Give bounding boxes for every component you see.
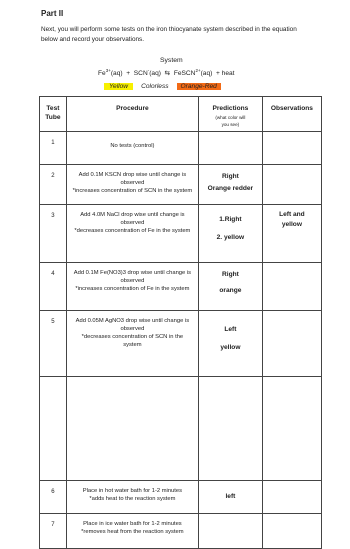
procedure-line: observed	[120, 180, 145, 186]
table-cell-procedure	[66, 204, 199, 263]
prediction-value: Right	[221, 173, 239, 180]
eq-product-charge: 2+	[195, 68, 201, 73]
procedure-line: observed	[120, 220, 145, 226]
table-cell-procedure	[66, 480, 199, 514]
header-predictions-note: you see)	[221, 122, 240, 127]
tube-number: 5	[51, 319, 55, 325]
table-cell-predictions	[198, 204, 263, 263]
header-test-tube-line1: Test	[46, 105, 60, 112]
color-orange-red-tag: Orange-Red	[177, 83, 221, 90]
table-cell-procedure	[66, 310, 199, 377]
table-cell-observations	[262, 262, 322, 311]
table-cell-tube	[39, 262, 67, 311]
eq-product-state: (aq)	[200, 70, 213, 78]
procedure-line: Add 4.0M NaCl drop wise until change is	[80, 212, 185, 218]
table-cell-predictions	[198, 480, 263, 514]
header-observations-label: Observations	[270, 105, 313, 112]
header-procedure	[66, 96, 199, 132]
observation-value: yellow	[281, 221, 302, 228]
prediction-value: yellow	[220, 344, 241, 351]
color-legend	[104, 83, 221, 90]
eq-fe-charge: 3+	[105, 68, 111, 73]
eq-plus: +	[126, 70, 131, 78]
procedure-line: Add 0.1M KSCN drop wise until change is	[78, 172, 187, 178]
table-cell-predictions	[198, 310, 263, 377]
eq-heat: + heat	[215, 70, 235, 78]
procedure-line: No tests (control)	[110, 143, 155, 149]
eq-scn-state: (aq)	[149, 70, 161, 78]
prediction-value: 2. yellow	[216, 234, 245, 241]
prediction-value: 1.Right	[219, 216, 242, 223]
observation-value: Left and	[279, 211, 305, 218]
procedure-line: Add 0.1M Fe(NO3)3 drop wise until change is	[73, 270, 192, 276]
table-cell-procedure	[66, 513, 199, 549]
procedure-line: Place in hot water bath for 1-2 minutes	[82, 488, 183, 494]
tube-number: 6	[51, 489, 55, 495]
table-cell-observations	[262, 310, 322, 377]
table-cell-procedure	[66, 262, 199, 311]
header-test-tube	[39, 96, 67, 132]
prediction-value: Left	[224, 326, 237, 333]
header-test-tube-line2: Tube	[45, 114, 61, 121]
table-cell-predictions	[198, 376, 263, 481]
table-cell-tube	[39, 204, 67, 263]
table-cell-procedure	[66, 164, 199, 205]
header-predictions-label: Predictions	[212, 105, 249, 112]
tube-number: 2	[51, 173, 55, 179]
table-cell-predictions	[198, 262, 263, 311]
table-cell-predictions	[198, 164, 263, 205]
eq-product: FeSCN	[173, 70, 196, 78]
eq-scn-charge: -	[147, 68, 150, 73]
part-title: Part II	[41, 9, 64, 18]
table-cell-predictions	[198, 513, 263, 549]
procedure-line: observed	[120, 326, 145, 332]
prediction-value: orange	[219, 287, 242, 294]
tube-number: 4	[51, 271, 55, 277]
table-cell-procedure	[66, 131, 199, 165]
procedure-line: *decreases concentration of Fe in the system	[74, 228, 191, 234]
color-yellow-tag: Yellow	[104, 83, 133, 90]
table-cell-observations	[262, 204, 322, 263]
tube-number: 7	[51, 522, 55, 528]
header-observations	[262, 96, 322, 132]
table-cell-tube	[39, 310, 67, 377]
header-predictions-note: (what color will	[215, 115, 246, 120]
procedure-line: observed	[120, 278, 145, 284]
table-cell-observations	[262, 513, 322, 549]
table-cell-tube	[39, 376, 67, 481]
prediction-value: Right	[221, 271, 239, 278]
eq-scn: SCN	[133, 70, 148, 78]
table-cell-tube	[39, 164, 67, 205]
tube-number: 3	[51, 213, 55, 219]
procedure-line: *adds heat to the reaction system	[89, 496, 176, 502]
header-procedure-label: Procedure	[116, 105, 149, 112]
equilibrium-arrow-icon: ⇆	[164, 70, 171, 78]
procedure-line: *removes heat from the reaction system	[81, 529, 184, 535]
table-cell-observations	[262, 164, 322, 205]
system-title: System	[160, 57, 183, 64]
table-cell-tube	[39, 131, 67, 165]
procedure-line: system	[123, 342, 142, 348]
intro-paragraph: Next, you will perform some tests on the iron thiocyanate system described in the equation below and record your observations.	[41, 26, 297, 43]
table-cell-observations	[262, 376, 322, 481]
reaction-equation	[98, 68, 235, 77]
table-cell-tube	[39, 513, 67, 549]
table-cell-observations	[262, 131, 322, 165]
eq-fe: Fe	[98, 70, 106, 78]
table-cell-procedure	[66, 376, 199, 481]
procedure-line: Add 0.05M AgNO3 drop wise until change is	[75, 318, 190, 324]
procedure-line: *decreases concentration of SCN in the	[81, 334, 184, 340]
table-cell-tube	[39, 480, 67, 514]
table-cell-observations	[262, 480, 322, 514]
header-predictions	[198, 96, 263, 132]
tube-number: 1	[51, 140, 55, 146]
procedure-line: Place in ice water bath for 1-2 minutes	[83, 521, 182, 527]
data-table	[39, 96, 321, 548]
prediction-value: left	[225, 492, 236, 500]
procedure-line: *increases concentration of SCN in the system	[72, 188, 193, 194]
procedure-line: *increases concentration of Fe in the system	[75, 286, 190, 292]
prediction-value: Orange redder	[207, 185, 254, 192]
color-colorless-tag: Colorless	[141, 83, 169, 90]
table-cell-predictions	[198, 131, 263, 165]
eq-fe-state: (aq)	[110, 70, 123, 78]
